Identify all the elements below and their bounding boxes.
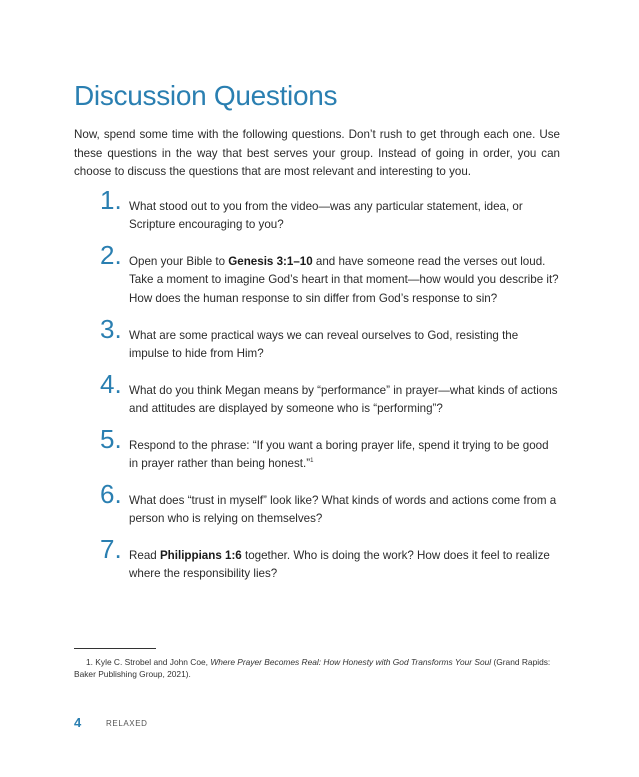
question-item-5 (100, 425, 560, 480)
page-title: Discussion Questions (74, 80, 338, 111)
scripture-reference: Philippians 1:6 (159, 549, 242, 562)
question-item-7 (100, 535, 560, 590)
question-item-1 (100, 186, 560, 241)
question-number: 4. (100, 369, 122, 399)
question-text: What stood out to you from the video—was any particular statement, idea, or Scripture encouraging to you? (129, 200, 523, 232)
intro-paragraph: Now, spend some time with the following questions. Don’t rush to get through each one. Use these questions in the way that best serves your group. Instead of going in order, you can choose to discuss the questions that are most relevant and interesting to you. (74, 128, 560, 178)
page-number: 4 (74, 715, 82, 730)
footnote-marker: 1 (310, 458, 314, 465)
question-item-3 (100, 315, 560, 370)
question-text: Respond to the phrase: “If you want a boring prayer life, spend it trying to be good in prayer rather than being honest.”$^1$ (129, 439, 549, 471)
question-number: 6. (100, 479, 122, 509)
question-item-2 (100, 241, 560, 315)
question-number: 7. (100, 534, 122, 564)
question-number: 3. (100, 314, 122, 344)
question-text: Read Philippians 1:6 together. Who is doing the work? How does it feel to realize where the responsibility lies? (129, 549, 550, 581)
question-list (100, 186, 560, 590)
footnote: 1. Kyle C. Strobel and John Coe, Where Prayer Becomes Real: How Honesty with God Transforms Your Soul (Grand Rapids: Baker Publishing Group, 2021). (74, 657, 551, 679)
question-text: What does “trust in myself” look like? What kinds of words and actions come from a person who is relying on themselves? (129, 494, 557, 526)
question-item-4 (100, 370, 560, 425)
running-title: RELAXED (106, 719, 148, 728)
footnote-book-title: Where Prayer Becomes Real: How Honesty with God Transforms Your Soul (210, 657, 492, 667)
question-text: What do you think Megan means by “performance” in prayer—what kinds of actions and attitudes are displayed by someone who is “performing”? (129, 384, 558, 416)
question-number: 5. (100, 424, 122, 454)
question-item-6 (100, 480, 560, 535)
question-number: 2. (100, 240, 122, 270)
footnote-divider (74, 648, 156, 649)
question-text: What are some practical ways we can reveal ourselves to God, resisting the impulse to hide from Him? (129, 329, 519, 361)
question-number: 1. (100, 185, 122, 215)
scripture-reference: Genesis 3:1–10 (228, 255, 313, 268)
question-text: Open your Bible to Genesis 3:1–10 and have someone read the verses out loud. Take a moment to imagine God’s heart in that moment—how would you describe it? How does the human response to sin differ from God’s response to sin? (129, 255, 559, 305)
